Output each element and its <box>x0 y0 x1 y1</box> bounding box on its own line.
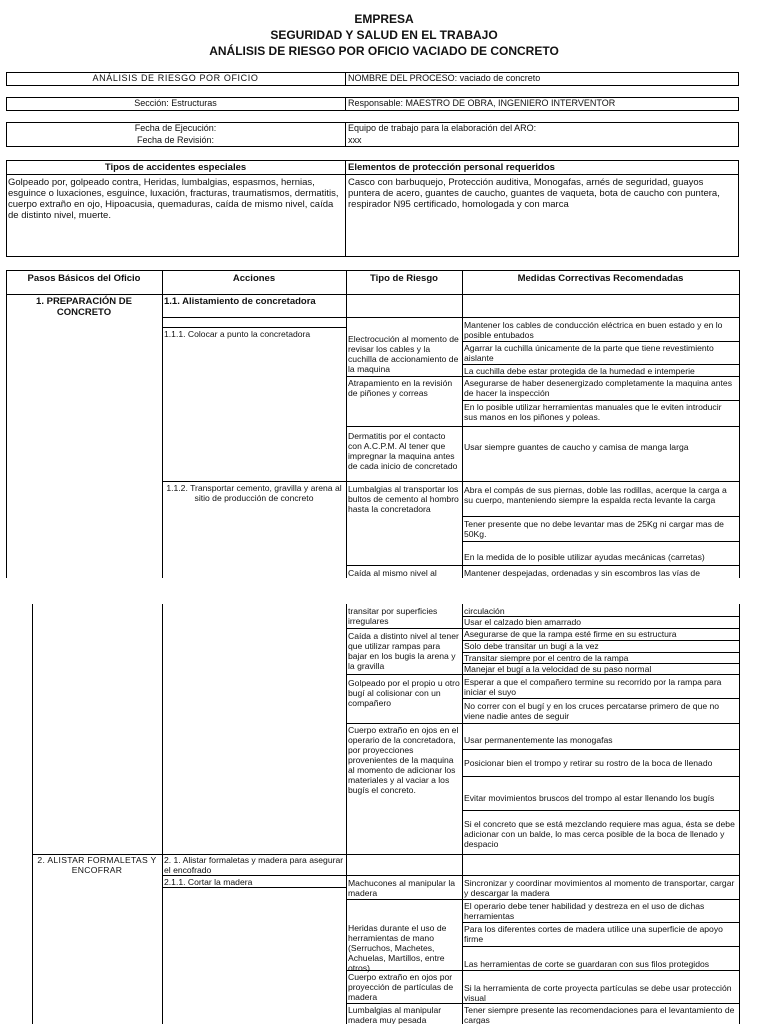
execution-date-label: Fecha de Ejecución: <box>134 123 217 133</box>
measure-2: Agarrar la cuchilla únicamente de la parte que tiene revestimiento aislante <box>464 343 714 363</box>
col-measures-header: Medidas Correctivas Recomendadas <box>517 273 684 284</box>
risk-dermatitis: Dermatitis por el contacto con A.C.P.M. Al tener que impregnar la maquina antes de cada inicio de concretado <box>348 431 458 471</box>
responsible-label: Responsable: MAESTRO DE OBRA, INGENIERO INTERVENTOR <box>348 98 616 108</box>
col-steps-header: Pasos Básicos del Oficio <box>27 273 141 284</box>
action-1-1-2: 1.1.2. Transportar cemento, gravilla y arena al sitio de producción de concreto <box>166 483 342 503</box>
col-risk-header: Tipo de Riesgo <box>370 273 438 284</box>
action-1-1: 1.1. Alistamiento de concretadora <box>164 296 316 307</box>
measure-1: Mantener los cables de conducción eléctrica en buen estado y en lo posible entubados <box>464 320 723 340</box>
risk-fall-same-level: Caída al mismo nivel al <box>348 568 437 578</box>
measure-17: No correr con el bugí y en los cruces percatarse primero de que no viene nadie antes de seguir <box>464 701 720 721</box>
team-label: Equipo de trabajo para la elaboración del ARO: <box>348 123 537 133</box>
page-gap <box>0 578 768 604</box>
page-2 <box>0 604 768 1024</box>
measure-10: Mantener despejadas, ordenadas y sin escombros las vías de <box>464 568 700 578</box>
risk-wood-particles-eye: Cuerpo extraño en ojos por proyección de partículas de madera <box>348 972 454 1002</box>
measure-21: Si el concreto que se está mezclando requiere mas agua, ésta se debe adicionar con un balde, lo mas cerca posible de la boca de llenado y despacio <box>464 819 735 849</box>
measure-7: Abra el compás de sus piernas, doble las rodillas, acerque la carga a su cuerpo, manteniendo siempre la espalda recta levante la carga <box>464 485 727 505</box>
measure-20: Evitar movimientos bruscos del trompo al estar llenando los bugís <box>464 793 715 803</box>
risk-foreign-body-eye: Cuerpo extraño en ojos en el operario de la concretadora, por proyecciones provenientes de la maquina al momento de adicionar los materiales y al vaciar a los bugís el concreto. <box>348 725 459 795</box>
measure-6: Usar siempre guantes de caucho y camisa de manga larga <box>464 442 689 452</box>
accidents-title: Tipos de accidentes especiales <box>104 162 247 173</box>
process-name: NOMBRE DEL PROCESO: vaciado de concreto <box>348 73 541 83</box>
risk-hand-tool-wounds: Heridas durante el uso de herramientas de mano (Serruchos, Machetes, Achuelas, Martillos, entre otros) <box>348 923 447 973</box>
measure-19: Posicionar bien el trompo y retirar su rostro de la boca de llenado <box>464 758 713 768</box>
measure-16: Esperar a que el compañero termine su recorrido por la rampa para iniciar el suyo <box>464 677 722 697</box>
risk-entrapment: Atrapamiento en la revisión de piñones y correas <box>348 378 453 398</box>
measure-10-cont: circulación <box>464 606 505 616</box>
measure-27: Tener siempre presente las recomendaciones para el levantamiento de cargas <box>464 1005 735 1024</box>
action-1-1-1: 1.1.1. Colocar a punto la concretadora <box>164 329 311 339</box>
measure-26: Si la herramienta de corte proyecta partículas se debe usar protección visual <box>464 983 732 1003</box>
revision-date-label: Fecha de Revisión: <box>136 135 215 145</box>
risk-lumbago-wood: Lumbalgias al manipular madera muy pesada <box>348 1005 442 1024</box>
measure-8: Tener presente que no debe levantar mas de 25Kg ni cargar mas de 50Kg. <box>464 519 724 539</box>
measure-25: Las herramientas de corte se guardaran con sus filos protegidos <box>464 959 710 969</box>
measure-13: Solo debe transitar un bugi a la vez <box>464 641 599 651</box>
measure-4: Asegurarse de haber desenergizado completamente la maquina antes de hacer la inspección <box>464 378 733 398</box>
accidents-text: Golpeado por, golpeado contra, Heridas, lumbalgias, espasmos, hernias, esguince o luxaciones, esguince, luxación, fracturas, traumatismos, dermatitis, cuerpo extraño en ojo, Hipoacusia, quemaduras, caída de mismo nivel, caída de distinto nivel, muerte. <box>8 177 339 221</box>
step-1-label: 1. PREPARACIÓN DE CONCRETO <box>36 296 132 318</box>
risk-electrocution: Electrocución al momento de revisar los cables y la cuchilla de accionamiento de la maquina <box>348 334 459 374</box>
measure-24: Para los diferentes cortes de madera utilice una superficie de apoyo firme <box>464 924 723 944</box>
action-2-1-1: 2.1.1. Cortar la madera <box>164 877 253 887</box>
ppe-title: Elementos de protección personal requeridos <box>348 162 555 173</box>
team-value: xxx <box>348 135 362 145</box>
aro-label: ANÁLISIS DE RIESGO POR OFICIO <box>92 73 259 83</box>
measure-3: La cuchilla debe estar protegida de la humedad e intemperie <box>464 366 695 376</box>
company-title: EMPRESA <box>354 12 414 26</box>
measure-23: El operario debe tener habilidad y destreza en el uso de dichas herramientas <box>464 901 705 921</box>
action-2-1: 2. 1. Alistar formaletas y madera para asegurar el encofrado <box>164 855 344 875</box>
step-2-label: 2. ALISTAR FORMALETAS Y ENCOFRAR <box>37 855 157 875</box>
section-label: Sección: Estructuras <box>134 98 217 108</box>
risk-fall-same-level-cont: transitar por superficies irregulares <box>348 606 438 626</box>
measure-15: Manejar el bugí a la velocidad de su paso normal <box>464 664 652 674</box>
measure-5: En lo posible utilizar herramientas manuales que le eviten introducir sus manos en los piñones y poleas. <box>464 402 722 422</box>
measure-9: En la medida de lo posible utilizar ayudas mecánicas (carretas) <box>464 552 705 562</box>
document-title: ANÁLISIS DE RIESGO POR OFICIO VACIADO DE CONCRETO <box>209 44 559 58</box>
measure-14: Transitar siempre por el centro de la rampa <box>464 653 629 663</box>
ppe-text: Casco con barbuquejo, Protección auditiva, Monogafas, arnés de seguridad, guayos puntera de acero, guantes de caucho, guantes de vaqueta, bota de caucho con puntera, respirador N95 certificado, homologada y con marca <box>348 177 720 210</box>
measure-22: Sincronizar y coordinar movimientos al momento de transportar, cargar y descargar la madera <box>464 878 735 898</box>
measure-18: Usar permanentemente las monogafas <box>464 735 613 745</box>
risk-lumbago: Lumbalgias al transportar los bultos de cemento al hombro hasta la concretadora <box>348 484 459 514</box>
risk-struck-by-bugi: Golpeado por el propio u otro bugí al colisionar con un compañero <box>348 678 460 708</box>
subtitle: SEGURIDAD Y SALUD EN EL TRABAJO <box>270 28 498 42</box>
risk-bruises-wood: Machucones al manipular la madera <box>348 878 456 898</box>
measure-12: Asegurarse de que la rampa esté firme en su estructura <box>464 629 677 639</box>
col-actions-header: Acciones <box>232 273 276 284</box>
measure-11: Usar el calzado bien amarrado <box>464 617 582 627</box>
risk-fall-different-level: Caída a distinto nivel al tener que utilizar rampas para bajar en los bugis la arena y la gravilla <box>348 631 459 671</box>
